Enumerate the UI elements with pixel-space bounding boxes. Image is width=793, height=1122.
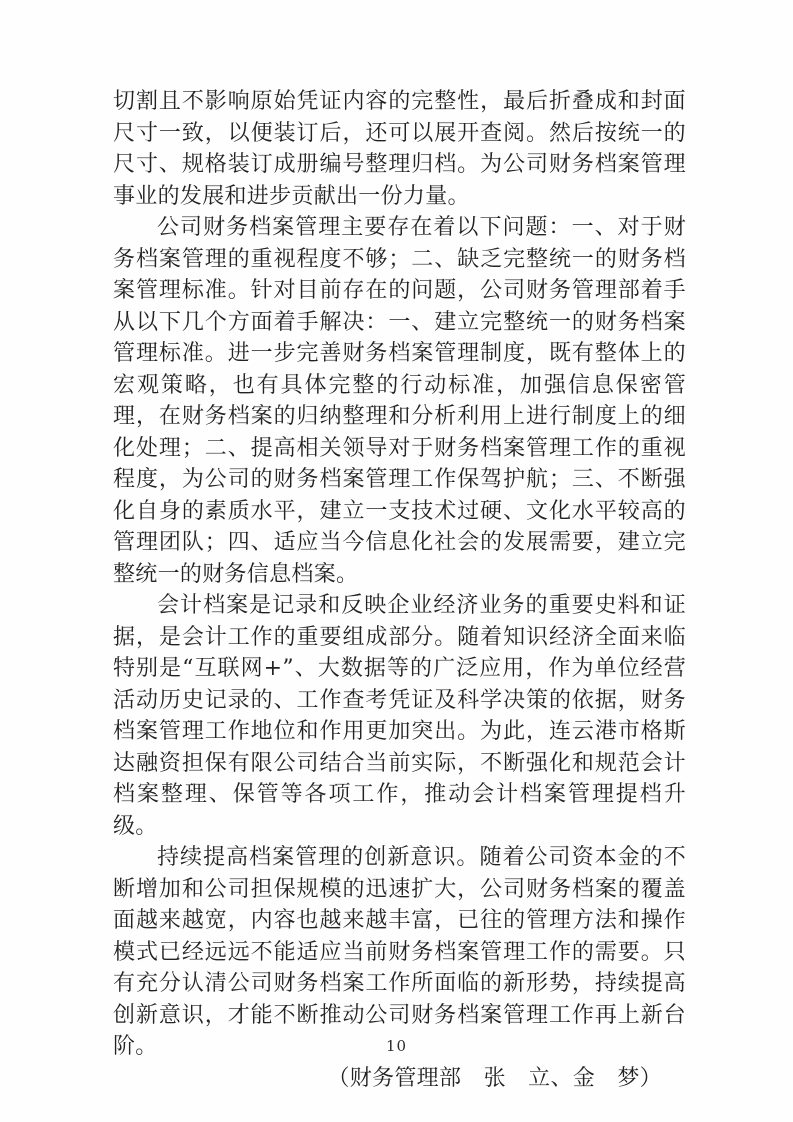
paragraph-binding-continuation: 切割且不影响原始凭证内容的完整性，最后折叠成和封面尺寸一致，以便装订后，还可以展开查阅。然后按统一的尺寸、规格装订成册编号整理归档。为公司财务档案管理事业的发展和进步贡献出一份力量。: [113, 89, 686, 209]
paragraph-innovation: 持续提高档案管理的创新意识。随着公司资本金的不断增加和公司担保规模的迅速扩大，公司财务档案的覆盖面越来越宽，内容也越来越丰富，已往的管理方法和操作模式已经远远不能适应当前财务档案管理工作的需要。只有充分认清公司财务档案工作所面临的新形势，持续提高创新意识，才能不断推动公司财务档案管理工作再上新台阶。: [113, 845, 686, 1059]
paragraph-accounting-archives: 会计档案是记录和反映企业经济业务的重要史料和证据，是会计工作的重要组成部分。随着知识经济全面来临特别是“互联网+”、大数据等的广泛应用，作为单位经营活动历史记录的、工作查考凭证及科学决策的依据，财务档案管理工作地位和作用更加突出。为此，连云港市格斯达融资担保有限公司结合当前实际，不断强化和规范会计档案整理、保管等各项工作，推动会计档案管理提档升级。: [113, 593, 686, 839]
signature-line: （财务管理部 张 立、金 梦）: [327, 1065, 662, 1091]
paragraph-problems: 公司财务档案管理主要存在着以下问题：一、对于财务档案管理的重视程度不够；二、缺乏完整统一的财务档案管理标准。针对目前存在的问题，公司财务管理部着手从以下几个方面着手解决：一、建立完整统一的财务档案管理标准。进一步完善财务档案管理制度，既有整体上的宏观策略，也有具体完整的行动标准，加强信息保密管理，在财务档案的归纳整理和分析利用上进行制度上的细化处理；二、提高相关领导对于财务档案管理工作的重视程度，为公司的财务档案管理工作保驾护航；三、不断强化自身的素质水平，建立一支技术过硬、文化水平较高的管理团队；四、适应当今信息化社会的发展需要，建立完整统一的财务信息档案。: [113, 215, 686, 587]
document-body: [113, 86, 686, 1094]
page-number: 10: [385, 1037, 408, 1055]
page-footer: [0, 1036, 793, 1055]
